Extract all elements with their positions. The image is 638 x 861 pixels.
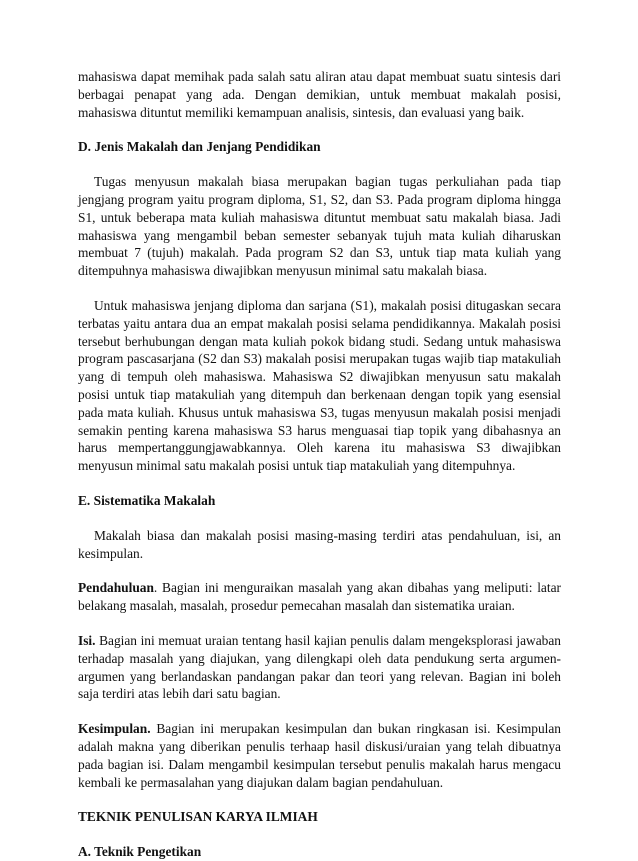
spacer bbox=[78, 475, 561, 492]
spacer bbox=[78, 156, 561, 173]
document-page bbox=[78, 68, 561, 861]
paragraph-kesimpulan bbox=[78, 720, 561, 791]
heading-jenis-makalah: D. Jenis Makalah dan Jenjang Pendidikan bbox=[78, 139, 321, 155]
heading-sistematika: E. Sistematika Makalah bbox=[78, 492, 216, 508]
spacer bbox=[78, 280, 561, 297]
spacer bbox=[78, 510, 561, 527]
spacer bbox=[78, 615, 561, 632]
paragraph-intro-continuation: mahasiswa dapat memihak pada salah satu aliran atau dapat membuat suatu sintesis dari berbagai penapat yang ada. Dengan demikian, untuk membuat makalah posisi, mahasiswa dituntut memiliki kemampuan analisis, sintesis, dan evaluasi yang baik. bbox=[78, 69, 561, 120]
spacer bbox=[78, 791, 561, 808]
spacer bbox=[78, 121, 561, 138]
paragraph-tugas-menyusun: Tugas menyusun makalah biasa merupakan bagian tugas perkuliahan pada tiap jengjang program yaitu program diploma, S1, S2, dan S3. Pada program diploma hingga S1, untuk beberapa mata kuliah mahasiswa dituntut membuat satu makalah biasa. Jadi mahasiswa yang mengambil beban semester sebanyak tujuh mata kuliah diharuskan membuat 7 (tujuh) makalah. Pada program S2 dan S3, untuk tiap mata kuliah yang ditempuhnya mahasiswa diwajibkan menyusun minimal satu makalah biasa. bbox=[78, 174, 561, 279]
term-kesimpulan: Kesimpulan. bbox=[78, 721, 151, 737]
term-pendahuluan: Pendahuluan bbox=[78, 580, 154, 596]
heading-teknik-pengetikan: A. Teknik Pengetikan bbox=[78, 844, 202, 860]
spacer bbox=[78, 703, 561, 720]
paragraph-sistematika-intro: Makalah biasa dan makalah posisi masing-masing terdiri atas pendahuluan, isi, an kesimpulan. bbox=[78, 527, 561, 561]
paragraph-pendahuluan bbox=[78, 579, 561, 615]
paragraph-isi bbox=[78, 632, 561, 703]
text-kesimpulan: Bagian ini merupakan kesimpulan dan bukan ringkasan isi. Kesimpulan adalah makna yang diberikan penulis terhaap hasil diskusi/uraian yang telah dibuatnya pada bagian isi. Dalam mengambil kesimpulan tersebut penulis makalah harus mengacu kembali ke permasalahan yang diajukan dalam bagian pendahuluan. bbox=[78, 721, 561, 790]
text-isi: Bagian ini memuat uraian tentang hasil kajian penulis dalam mengeksplorasi jawaban terhadap masalah yang diajukan, yang dilengkapi oleh data pendukung serta argumen-argumen yang berlandaskan pandangan pakar dan teori yang relevan. Bagian ini boleh saja terdiri atas lebih dari satu bagian. bbox=[78, 632, 561, 702]
paragraph-makalah-posisi: Untuk mahasiswa jenjang diploma dan sarjana (S1), makalah posisi ditugaskan secara terbatas yaitu antara dua an empat makalah posisi selama pendidikannya. Makalah posisi tersebut berhubungan dengan mata kuliah pokok bidang studi. Sedang untuk mahasiswa program pascasarjana (S2 dan S3) makalah posisi merupakan tugas wajib tiap matakuliah yang di tempuh oleh mahasiswa. Mahasiswa S2 diwajibkan menyusun satu makalah posisi untuk tiap matakuliah yang ditempuh dan berkenaan dengan topik yang esensial pada mata kuliah. Khusus untuk mahasiswa S3, tugas menyusun makalah posisi menjadi semakin penting karena mahasiswa S3 harus menguasai tiap topik yang dibahasnya an harus mempertanggungjawabkannya. Oleh karena itu mahasiswa S3 diwajibkan menyusun minimal satu makalah posisi untuk tiap matakuliah yang ditempuhnya. bbox=[78, 297, 561, 474]
spacer bbox=[78, 562, 561, 579]
term-isi: Isi. bbox=[78, 632, 96, 648]
text-pendahuluan: . Bagian ini menguraikan masalah yang akan dibahas yang meliputi: latar belakang masalah, masalah, prosedur pemecahan masalah dan sistematika uraian. bbox=[78, 580, 561, 614]
spacer bbox=[78, 826, 561, 843]
heading-teknik-penulisan: TEKNIK PENULISAN KARYA ILMIAH bbox=[78, 809, 318, 825]
